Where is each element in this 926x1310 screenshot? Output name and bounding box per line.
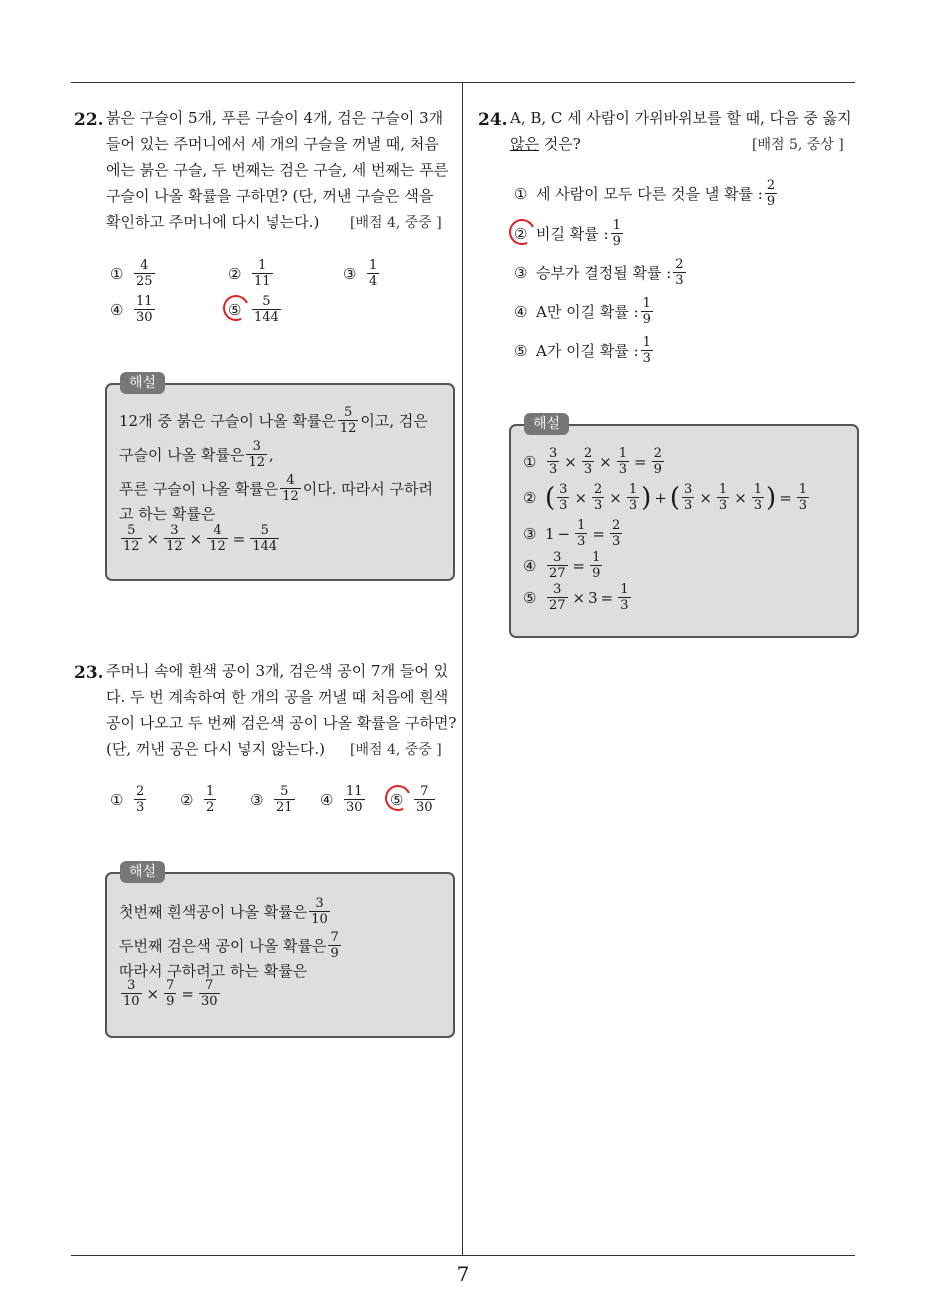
question-text-line: 구슬이 나올 확률을 구하면? (단, 꺼낸 구슬은 색을 — [106, 187, 434, 205]
choice-4[interactable] — [320, 784, 367, 815]
solution-line: ⑤ $\frac{3}{27}$ × 3 = $\frac{1}{3}$ — [523, 582, 629, 613]
solution-calc: $\frac{5}{12}$ × $\frac{3}{12}$ × $\frac{4}{12}$ = $\frac{5}{144}$ — [123, 523, 278, 554]
answer-circle-mark: ② — [514, 225, 536, 243]
choice-4[interactable] — [110, 294, 157, 325]
choice-3[interactable] — [514, 257, 688, 288]
question-text-line: A, B, C 세 사람이 가위바위보를 할 때, 다음 중 옳지 — [510, 109, 852, 127]
choice-fraction: $\frac{5}{21}$ — [276, 784, 293, 815]
question-number: 22. — [74, 110, 104, 130]
choice-label: ⑤ — [514, 341, 528, 360]
solution-line: ① $\frac{3}{3}$ × $\frac{2}{3}$ × $\frac{1}{3}$ = $\frac{2}{9}$ — [523, 446, 662, 477]
score-meta: [배점 4, 중중 ] — [350, 215, 442, 231]
choice-text: A가 이길 확률 : — [536, 342, 639, 360]
choice-label: ③ — [250, 790, 264, 809]
choice-fraction: $\frac{5}{144}$ — [254, 294, 279, 325]
choice-fraction: $\frac{2}{3}$ — [136, 784, 145, 815]
choice-label: ④ — [320, 790, 334, 809]
solution-line: ④ $\frac{3}{27}$ = $\frac{1}{9}$ — [523, 550, 601, 581]
choice-2[interactable] — [228, 258, 275, 289]
choice-label: ③ — [514, 263, 528, 282]
choice-fraction: $\frac{1}{11}$ — [254, 258, 271, 289]
choice-5-answer[interactable] — [228, 294, 283, 325]
bottom-rule — [71, 1255, 855, 1256]
choice-1[interactable] — [514, 178, 779, 209]
solution-tag: 해설 — [524, 413, 569, 435]
solution-line: 두번째 검은색 공이 나올 확률은 $\frac{7}{9}$ — [119, 930, 339, 961]
answer-circle-mark: ⑤ — [228, 301, 250, 319]
choice-label: ③ — [343, 264, 357, 283]
choice-fraction: $\frac{1}{9}$ — [612, 218, 621, 249]
solution-box-22 — [105, 383, 455, 581]
choice-label: ① — [514, 184, 528, 203]
page-number: 7 — [456, 1262, 470, 1286]
choice-2-answer[interactable] — [514, 218, 625, 249]
answer-circle-mark: ⑤ — [390, 791, 412, 809]
solution-tag: 해설 — [120, 372, 165, 394]
choice-label: ④ — [514, 302, 528, 321]
solution-calc: $\frac{3}{10}$ × $\frac{7}{9}$ = $\frac{7}{30}$ — [123, 978, 218, 1009]
solution-box-23 — [105, 872, 455, 1038]
column-divider — [462, 83, 463, 1255]
choice-label: ② — [228, 264, 242, 283]
question-text-line: 들어 있는 주머니에서 세 개의 구슬을 꺼낼 때, 처음 — [106, 135, 439, 153]
solution-line: 첫번째 흰색공이 나올 확률은 $\frac{3}{10}$ — [119, 896, 328, 927]
choice-fraction: $\frac{2}{3}$ — [675, 257, 684, 288]
solution-tag: 해설 — [120, 861, 165, 883]
question-text-line: 공이 나오고 두 번째 검은색 공이 나올 확률을 구하면? — [106, 714, 457, 732]
solution-line: 고 하는 확률은 — [119, 505, 216, 523]
question-text-line: 다. 두 번 계속하여 한 개의 공을 꺼낼 때 처음에 흰색 — [106, 688, 449, 706]
choice-text: 세 사람이 모두 다른 것을 낼 확률 : — [536, 185, 763, 203]
choice-label: ② — [180, 790, 194, 809]
question-number: 24. — [478, 110, 508, 130]
solution-line: ③ 1 − $\frac{1}{3}$ = $\frac{2}{3}$ — [523, 518, 621, 549]
top-rule — [71, 82, 855, 83]
choice-5-answer[interactable] — [390, 784, 437, 815]
choice-fraction: $\frac{1}{4}$ — [369, 258, 378, 289]
choice-text: A만 이길 확률 : — [536, 303, 639, 321]
solution-line: ② ( $\frac{3}{3}$ × $\frac{2}{3}$ × $\frac{1}{3}$ ) + ( $\frac{3}{3}$ × $\frac{1}{3}$ × $\frac{1}{3}$ ) = $\frac{1}{3}$ — [523, 482, 808, 513]
choice-text: 비길 확률 : — [536, 225, 609, 243]
question-text-line: 않은 것은? — [510, 135, 581, 153]
question-text-line: 주머니 속에 흰색 공이 3개, 검은색 공이 7개 들어 있 — [106, 662, 449, 680]
question-number: 23. — [74, 663, 104, 683]
underlined-word: 않은 — [510, 135, 539, 153]
solution-box-24 — [509, 424, 859, 638]
choice-4[interactable] — [514, 296, 655, 327]
choice-fraction: $\frac{4}{25}$ — [136, 258, 153, 289]
choice-fraction: $\frac{1}{2}$ — [206, 784, 215, 815]
question-text-line: 붉은 구슬이 5개, 푸른 구슬이 4개, 검은 구슬이 3개 — [106, 109, 444, 127]
question-text-line: 확인하고 주머니에 다시 넣는다.) — [106, 213, 320, 231]
solution-line: 푸른 구슬이 나올 확률은 $\frac{4}{12}$ 이다. 따라서 구하려 — [119, 473, 433, 504]
choice-label: ④ — [110, 300, 124, 319]
choice-label: ① — [110, 264, 124, 283]
choice-2[interactable] — [180, 784, 218, 815]
solution-line: 따라서 구하려고 하는 확률은 — [119, 962, 308, 980]
choice-1[interactable] — [110, 258, 157, 289]
choice-3[interactable] — [343, 258, 381, 289]
choice-fraction: $\frac{7}{30}$ — [416, 784, 433, 815]
choice-label: ① — [110, 790, 124, 809]
choice-fraction: $\frac{11}{30}$ — [136, 294, 153, 325]
choice-fraction: $\frac{11}{30}$ — [346, 784, 363, 815]
choice-text: 승부가 결정될 확률 : — [536, 264, 672, 282]
choice-fraction: $\frac{1}{3}$ — [642, 335, 651, 366]
score-meta: [배점 5, 중상 ] — [752, 137, 844, 153]
question-text-line: (단, 꺼낸 공은 다시 넣지 않는다.) — [106, 740, 325, 758]
choice-fraction: $\frac{1}{9}$ — [642, 296, 651, 327]
solution-line: 12개 중 붉은 구슬이 나올 확률은 $\frac{5}{12}$ 이고, 검은 — [119, 405, 428, 436]
choice-fraction: $\frac{2}{9}$ — [766, 178, 776, 209]
choice-5[interactable] — [514, 335, 655, 366]
score-meta: [배점 4, 중중 ] — [350, 742, 442, 758]
choice-3[interactable] — [250, 784, 297, 815]
choice-1[interactable] — [110, 784, 148, 815]
solution-line: 구슬이 나올 확률은 $\frac{3}{12}$ , — [119, 439, 274, 470]
question-text-line: 에는 붉은 구슬, 두 번째는 검은 구슬, 세 번째는 푸른 — [106, 161, 449, 179]
